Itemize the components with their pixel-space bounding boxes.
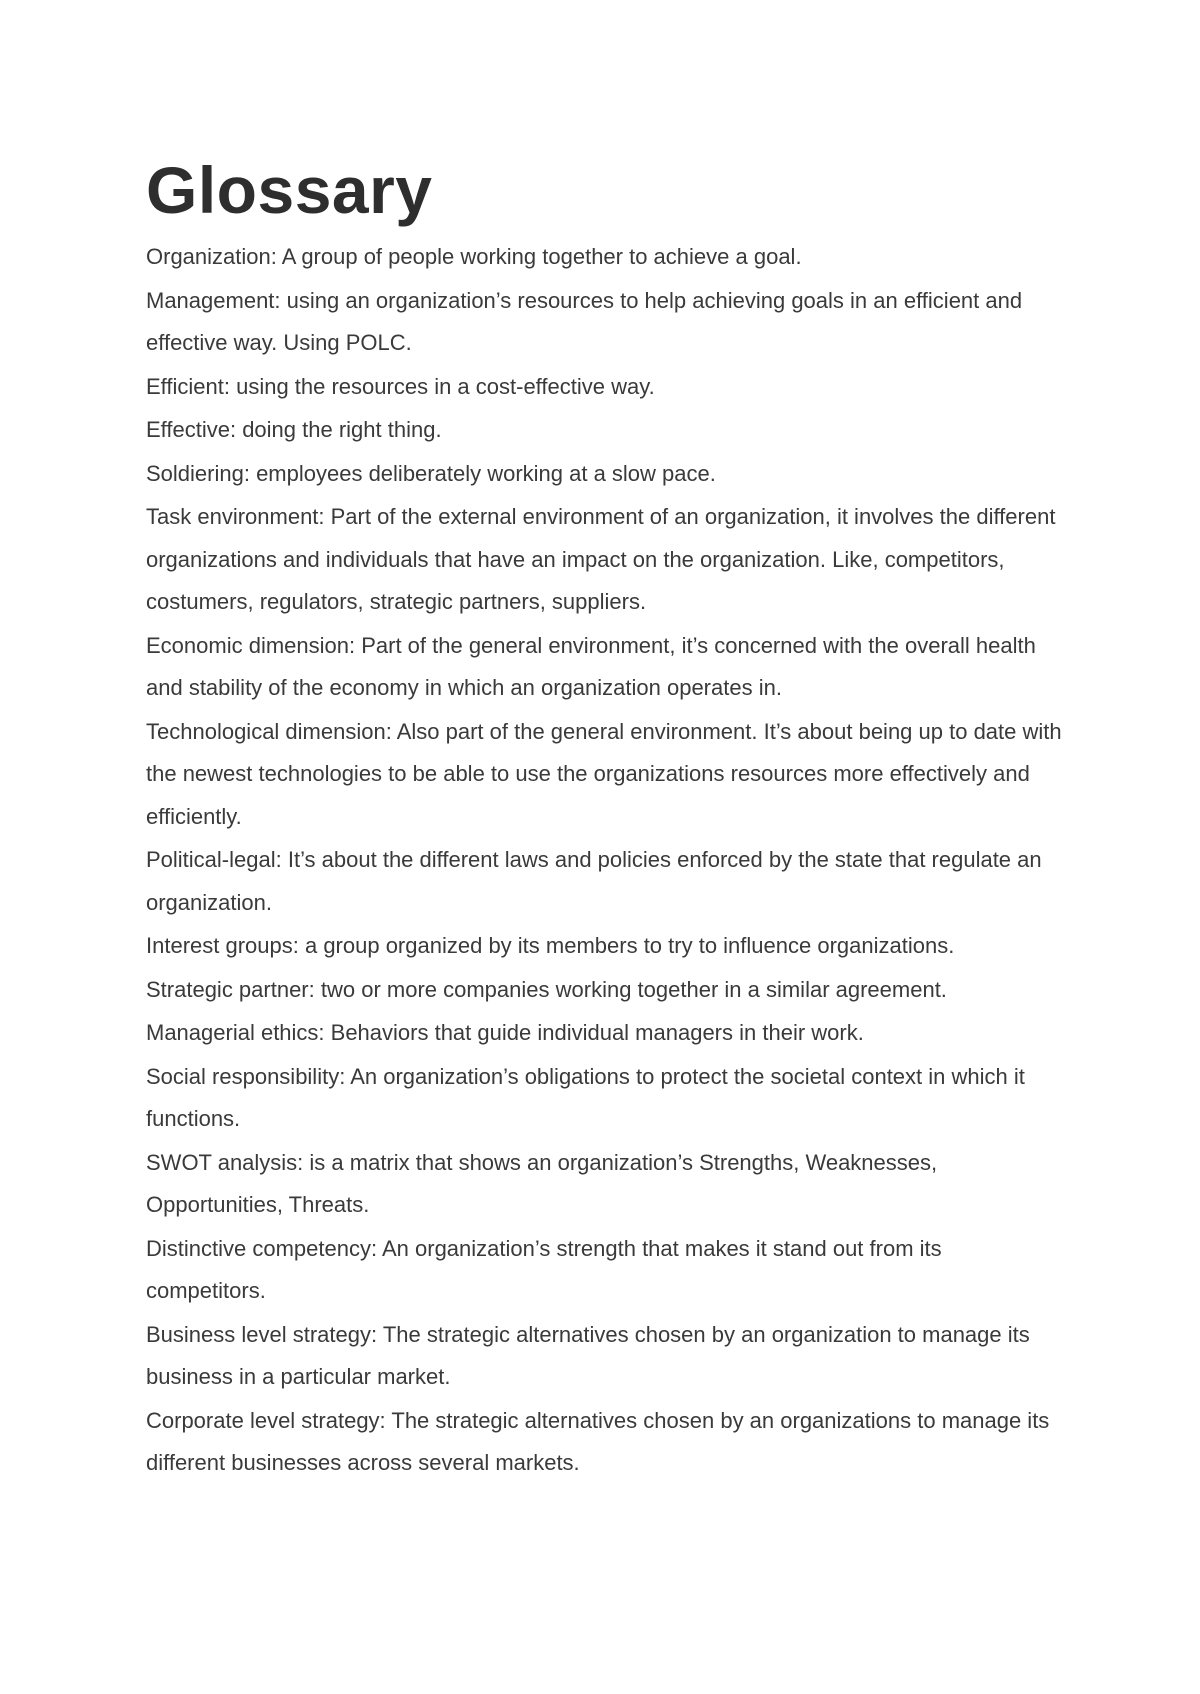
document-content [146, 150, 1066, 1486]
glossary-entry: Effective: doing the right thing. [146, 417, 442, 442]
glossary-entry: SWOT analysis: is a matrix that shows an organization’s Strengths, Weaknesses, Opportunities, Threats. [146, 1149, 938, 1217]
glossary-entry: Distinctive competency: An organization’s strength that makes it stand out from its competitors. [146, 1235, 942, 1303]
glossary-entry: Management: using an organization’s resources to help achieving goals in an efficient and effective way. Using POLC. [146, 287, 1023, 355]
page-title: Glossary [146, 153, 433, 227]
glossary-entry: Corporate level strategy: The strategic alternatives chosen by an organizations to manage its different businesses across several markets. [146, 1407, 1050, 1475]
glossary-entry: Economic dimension: Part of the general environment, it’s concerned with the overall health and stability of the economy in which an organization operates in. [146, 632, 1036, 700]
glossary-entry: Soldiering: employees deliberately working at a slow pace. [146, 460, 716, 486]
glossary-entry: Task environment: Part of the external environment of an organization, it involves the different organizations and individuals that have an impact on the organization. Like, competitors, costumers, regulators, strategic partners, suppliers. [146, 504, 1056, 614]
glossary-entry: Social responsibility: An organization’s obligations to protect the societal context in which it functions. [146, 1063, 1025, 1131]
glossary-entry: Business level strategy: The strategic alternatives chosen by an organization to manage its business in a particular market. [146, 1321, 1030, 1389]
glossary-list [146, 236, 1066, 1485]
glossary-entry: Interest groups: a group organized by its members to try to influence organizations. [146, 933, 955, 958]
glossary-entry: Political-legal: It’s about the different laws and policies enforced by the state that regulate an organization. [146, 847, 1042, 915]
glossary-entry: Organization: A group of people working together to achieve a goal. [146, 244, 802, 269]
glossary-entry: Managerial ethics: Behaviors that guide individual managers in their work. [146, 1020, 864, 1045]
glossary-entry: Technological dimension: Also part of the general environment. It’s about being up to date with the newest technologies to be able to use the organizations resources more effectively and efficiently. [146, 718, 1062, 829]
glossary-entry: Strategic partner: two or more companies working together in a similar agreement. [146, 976, 947, 1002]
glossary-entry: Efficient: using the resources in a cost-effective way. [146, 373, 655, 399]
